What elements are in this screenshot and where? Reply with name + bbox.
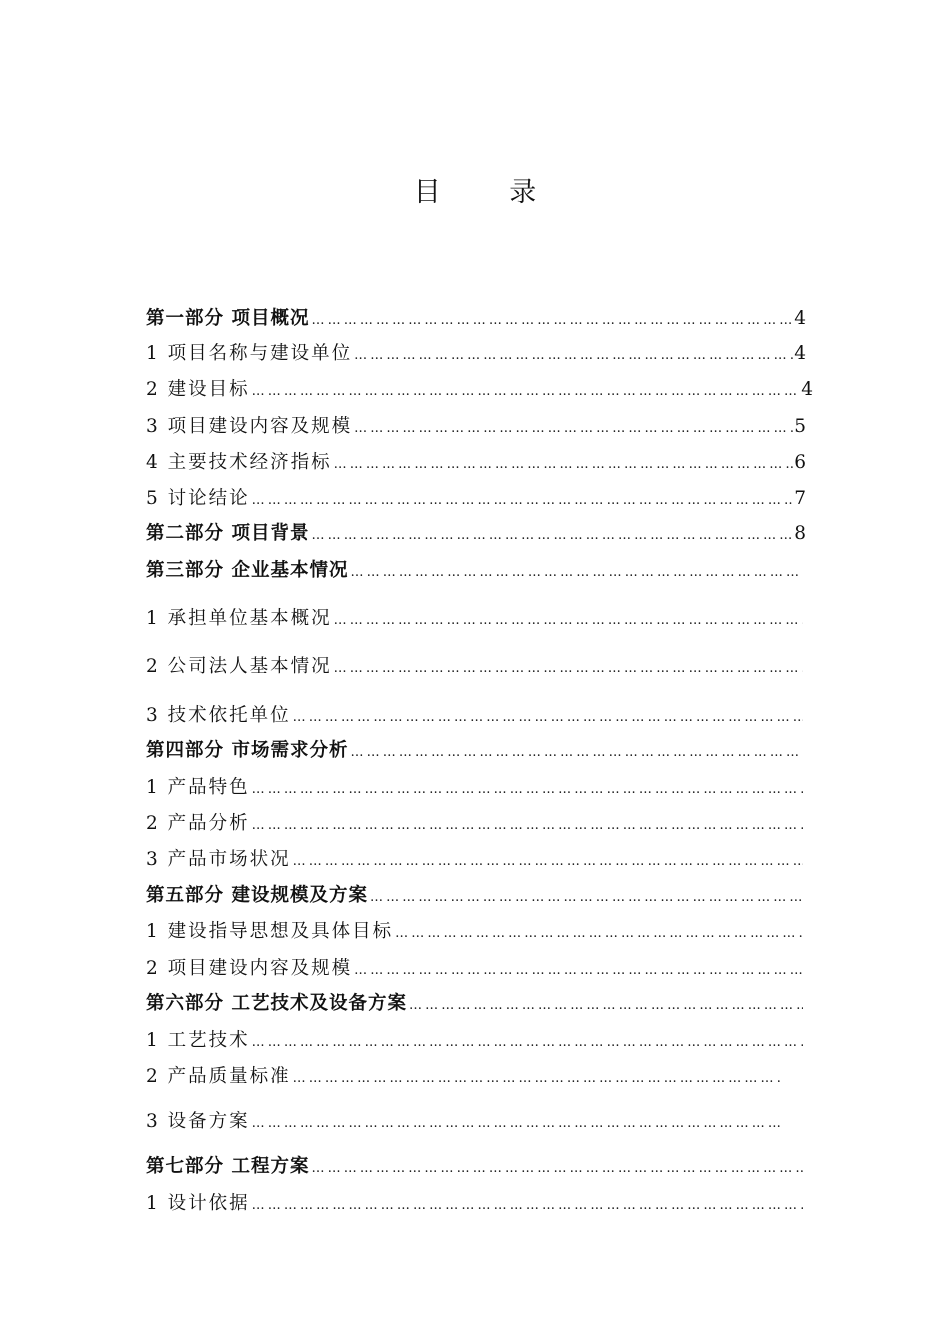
toc-entry[interactable] [146,955,804,983]
toc-entry-part-1[interactable] [146,305,806,333]
page-title: 目 录 [413,177,567,208]
toc-page-number: 7 [794,488,806,509]
toc-leader-dots [252,1027,803,1057]
toc-entry-label: 1 承担单位基本概况 [146,608,332,629]
toc-entry-label: 3 技术依托单位 [146,705,291,726]
toc-page-number: 6 [794,452,806,473]
toc-entry-label: 3 设备方案 [146,1111,250,1132]
toc-entry-part-5[interactable] [146,882,804,910]
toc-entry-part-7[interactable] [146,1153,804,1181]
toc-leader-dots [370,882,803,912]
toc-entry-label: 4 主要技术经济指标 [146,452,332,473]
toc-entry-part-6[interactable] [146,990,804,1018]
toc-entry[interactable] [146,653,804,681]
toc-entry[interactable] [146,449,806,477]
toc-entry[interactable] [146,846,804,874]
toc-entry-part-4[interactable] [146,737,804,765]
toc-entry-part-3[interactable] [146,557,804,585]
toc-leader-dots [311,305,793,335]
toc-entry-label: 1 产品特色 [146,777,250,798]
toc-entry-label: 第二部分 项目背景 [146,523,310,544]
toc-entry-label: 2 项目建设内容及规模 [146,958,353,979]
toc-leader-dots [311,520,793,550]
toc-entry-label: 2 建设目标 [146,379,250,400]
toc-entry-label: 1 工艺技术 [146,1030,250,1051]
toc-leader-dots [334,653,803,683]
toc-page-number: 4 [801,379,813,400]
toc-entry-label: 3 产品市场状况 [146,849,291,870]
toc-leader-dots [334,605,803,635]
toc-entry-label: 2 公司法人基本情况 [146,656,332,677]
toc-leader-dots [252,774,803,804]
toc-leader-dots [409,990,803,1020]
toc-leader-dots [334,449,794,479]
toc-leader-dots [293,702,803,732]
toc-leader-dots [354,340,793,370]
toc-entry-label: 5 讨论结论 [146,488,250,509]
toc-leader-dots [293,846,803,876]
toc-entry-label: 第三部分 企业基本情况 [146,560,349,581]
toc-entry[interactable] [146,918,804,946]
toc-leader-dots [354,955,803,985]
toc-entry-label: 第一部分 项目概况 [146,308,310,329]
toc-entry-label: 2 产品质量标准 [146,1066,291,1087]
toc-leader-dots [354,413,793,443]
toc-page-number: 4 [794,343,806,364]
toc-leader-dots [252,485,794,515]
toc-entry[interactable] [146,413,806,441]
toc-entry-label: 第六部分 工艺技术及设备方案 [146,993,407,1014]
toc-leader-dots [252,1108,781,1138]
toc-page-number: 4 [794,308,806,329]
toc-entry[interactable] [146,1190,804,1218]
toc-leader-dots [252,1190,803,1220]
toc-entry[interactable] [146,774,804,802]
toc-entry-label: 第七部分 工程方案 [146,1156,310,1177]
toc-entry[interactable] [146,605,804,633]
toc-entry[interactable] [146,376,813,404]
toc-entry[interactable] [146,485,806,513]
toc-entry-label: 1 建设指导思想及具体目标 [146,921,394,942]
toc-entry[interactable] [146,1063,782,1091]
toc-entry[interactable] [146,1027,804,1055]
toc-entry[interactable] [146,1108,782,1136]
toc-entry-label: 3 项目建设内容及规模 [146,416,353,437]
toc-leader-dots [350,737,803,767]
toc-entry-label: 1 项目名称与建设单位 [146,343,353,364]
toc-leader-dots [252,376,801,406]
toc-leader-dots [293,1063,781,1093]
toc-entry[interactable] [146,810,804,838]
toc-entry-label: 1 设计依据 [146,1193,250,1214]
toc-leader-dots [395,918,803,948]
toc-entry-label: 第四部分 市场需求分析 [146,740,349,761]
toc-entry[interactable] [146,340,806,368]
toc-leader-dots [311,1153,803,1183]
toc-entry-label: 2 产品分析 [146,813,250,834]
toc-entry-part-2[interactable] [146,520,806,548]
toc-page-number: 8 [794,523,806,544]
toc-page-number: 5 [794,416,806,437]
toc-entry-label: 第五部分 建设规模及方案 [146,885,368,906]
toc-leader-dots [350,557,803,587]
toc-entry[interactable] [146,702,804,730]
toc-leader-dots [252,810,803,840]
